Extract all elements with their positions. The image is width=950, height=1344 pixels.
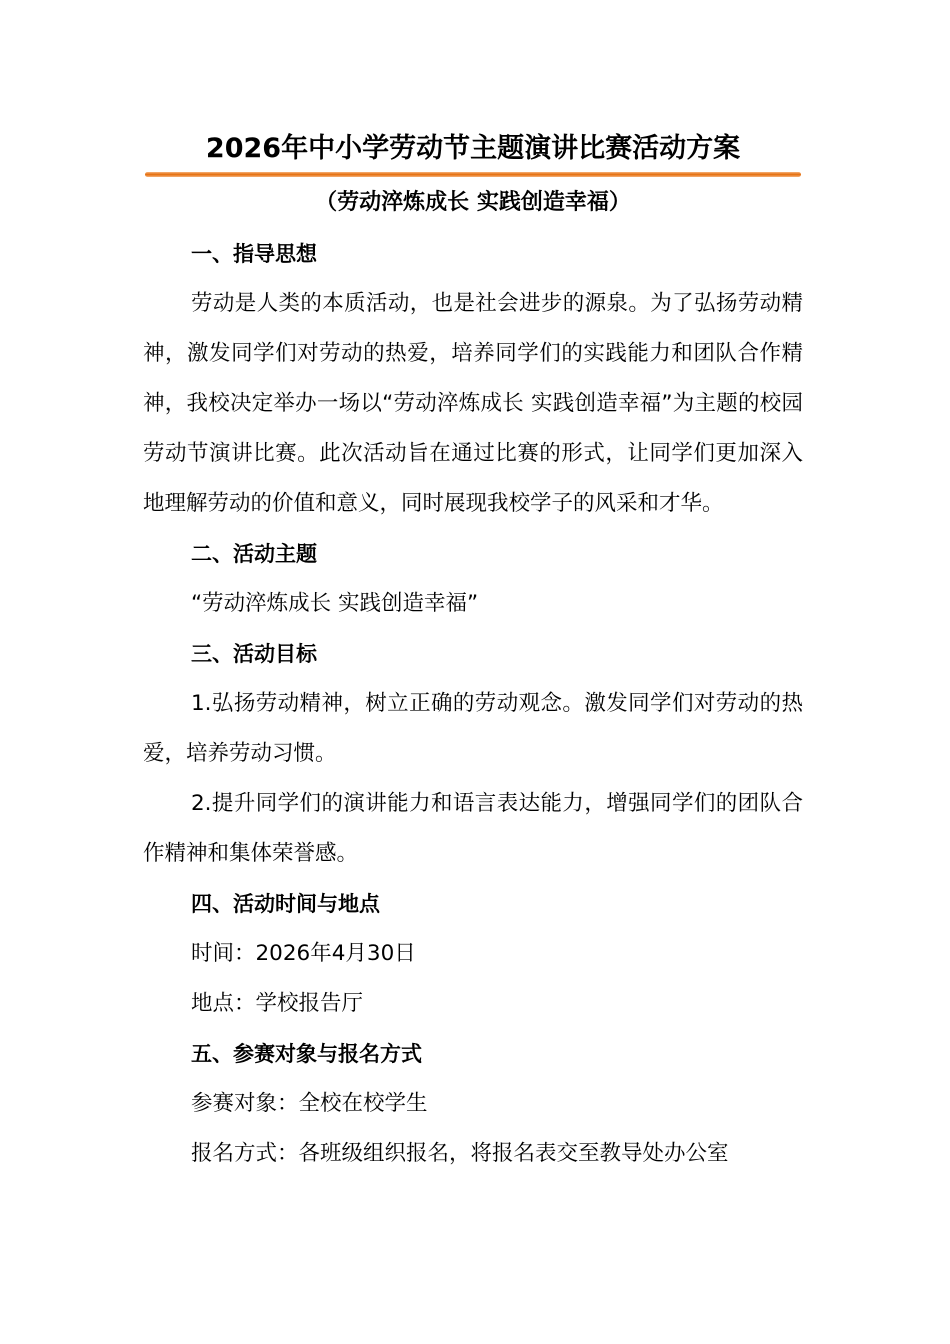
- event-time: 时间：2026年4月30日: [191, 941, 416, 966]
- document-subtitle: （劳动淬炼成长 实践创造幸福）: [315, 190, 631, 215]
- participants-text: 参赛对象：全校在校学生: [191, 1091, 428, 1116]
- section-heading: 四、活动时间与地点: [191, 892, 380, 916]
- section-paragraph: 劳动是人类的本质活动，也是社会进步的源泉。为了弘扬劳动精神，激发同学们对劳动的热爱，培养同学们的实践能力和团队合作精神，我校决定举办一场以“劳动淬炼成长 实践创造幸福”为主题的校园劳动节演讲比赛。此次活动旨在通过比赛的形式，让同学们更加深入地理解劳动的价值和意义，同时展现我校学子的风采和才华。: [143, 291, 803, 516]
- signup-text: 报名方式：各班级组织报名，将报名表交至教导处办公室: [191, 1141, 729, 1166]
- goal-item: 1.弘扬劳动精神，树立正确的劳动观念。激发同学们对劳动的热爱，培养劳动习惯。: [143, 691, 803, 766]
- section-heading: 五、参赛对象与报名方式: [191, 1042, 422, 1066]
- section-heading: 三、活动目标: [191, 642, 317, 666]
- section-activity-goals: [143, 629, 803, 879]
- section-time-place: [143, 879, 803, 1029]
- section-participants-signup: [143, 1029, 803, 1179]
- document-title: 2026年中小学劳动节主题演讲比赛活动方案: [205, 133, 741, 164]
- theme-text: “劳动淬炼成长 实践创造幸福”: [191, 591, 479, 616]
- section-heading: 一、指导思想: [191, 242, 317, 266]
- document-body: [143, 126, 803, 1179]
- section-activity-theme: [143, 529, 803, 629]
- event-place: 地点：学校报告厅: [191, 991, 364, 1016]
- section-guiding-ideology: [143, 229, 803, 529]
- goal-item: 2.提升同学们的演讲能力和语言表达能力，增强同学们的团队合作精神和集体荣誉感。: [143, 791, 803, 866]
- section-heading: 二、活动主题: [191, 542, 317, 566]
